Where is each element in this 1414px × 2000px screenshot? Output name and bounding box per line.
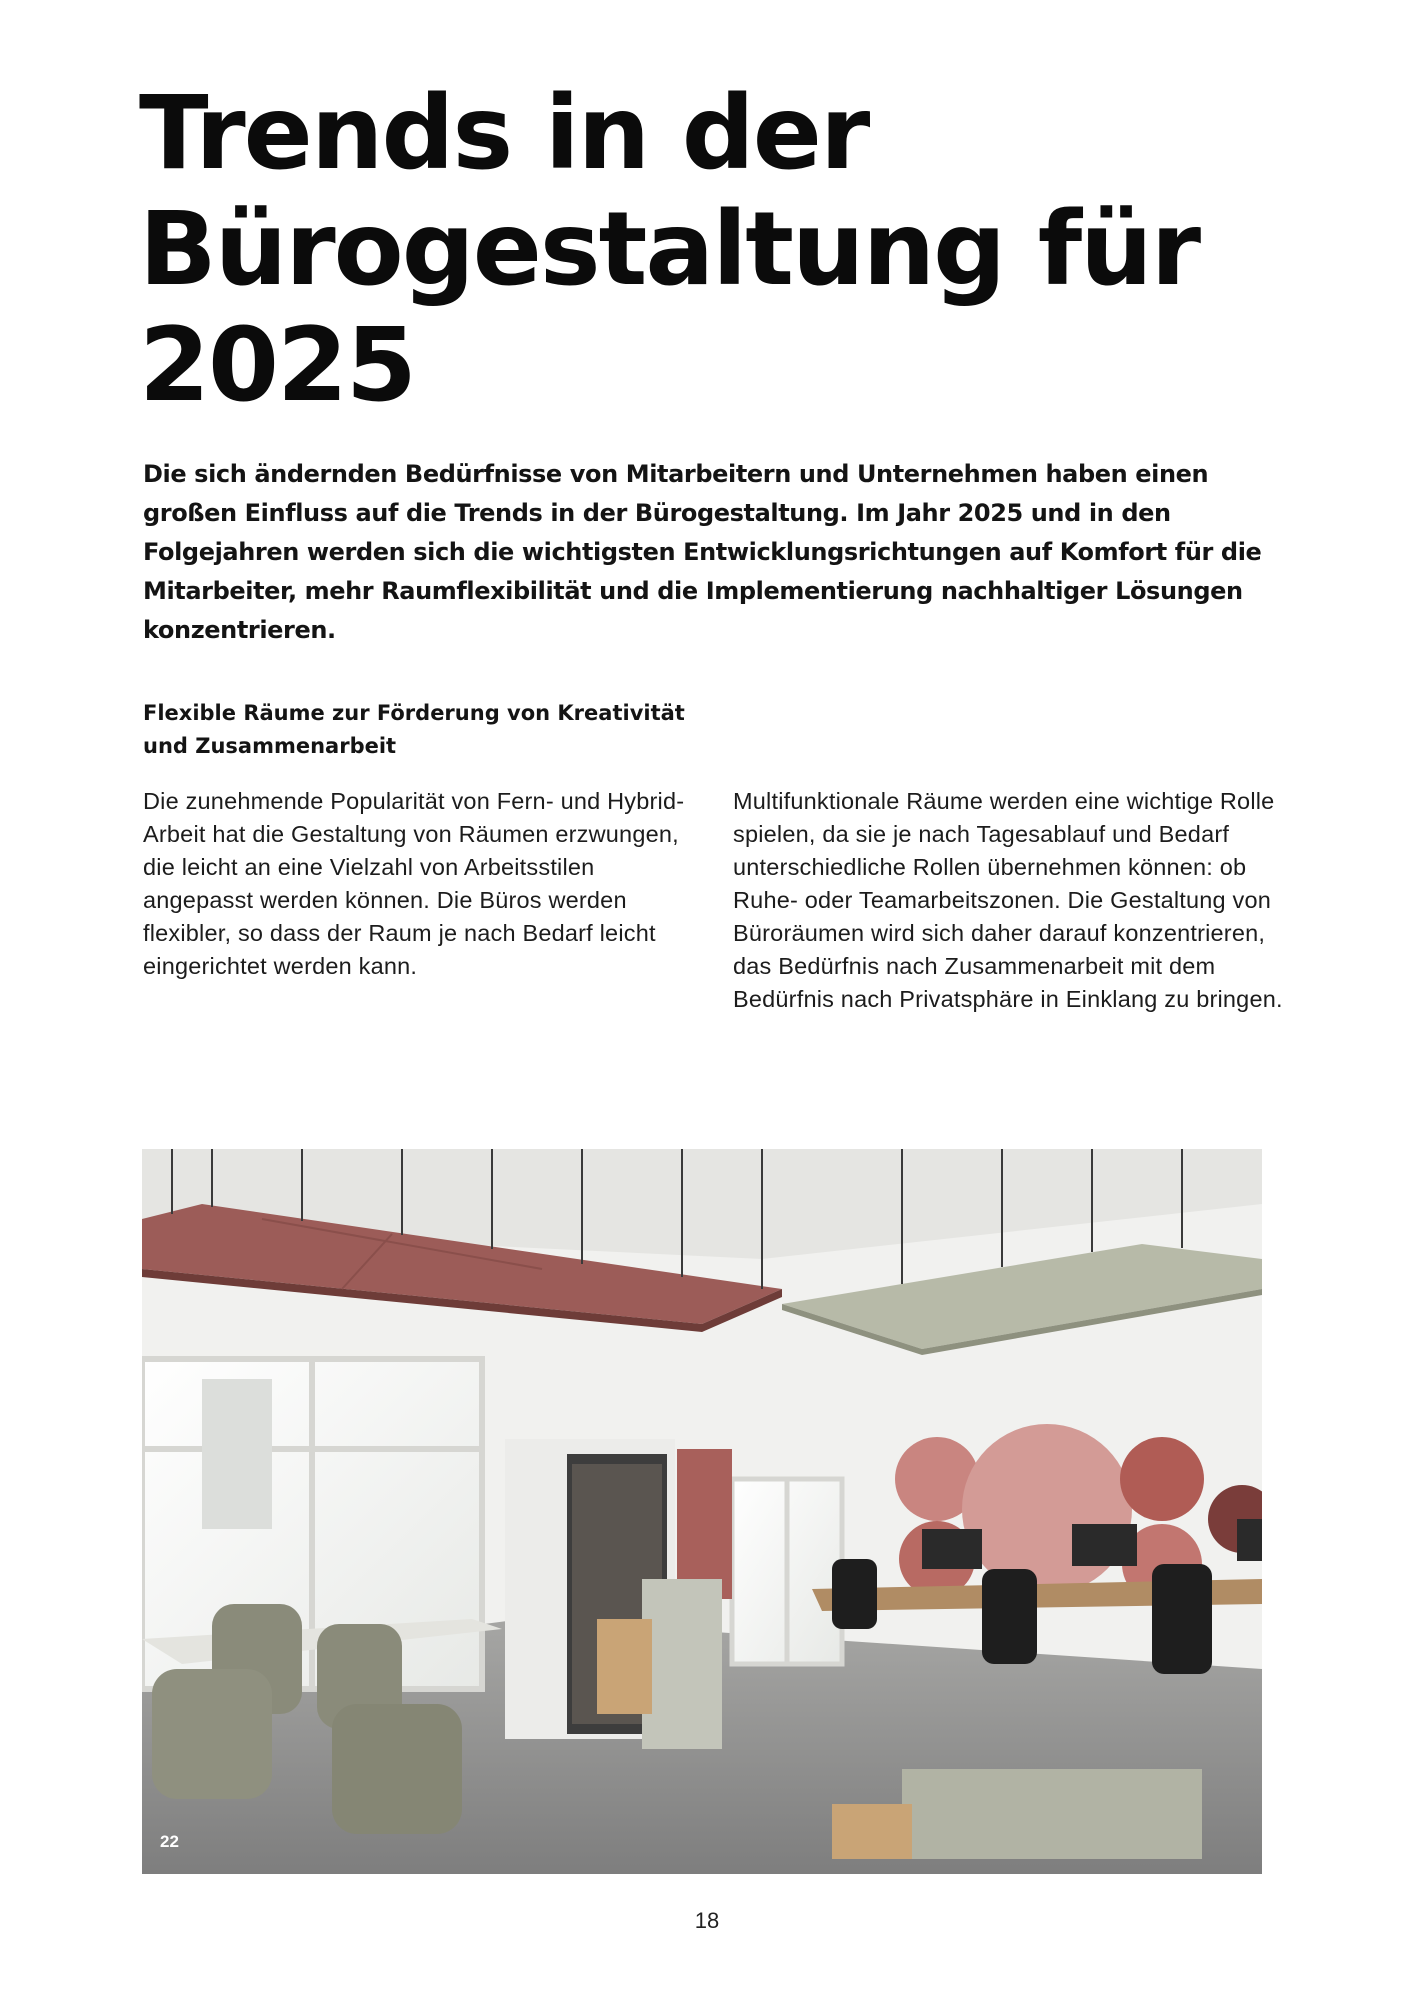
section-heading: Flexible Räume zur Förderung von Kreativität und Zusammenarbeit: [143, 701, 685, 758]
body-column-right: Multifunktionale Räume werden eine wichtige Rolle spielen, da sie je nach Tagesablauf und Bedarf unterschiedliche Rollen übernehmen können: ob Ruhe- oder Teamarbeitszonen. Die Gestaltung von Büroräumen wird sich daher darauf konzentrieren, das Bedürfnis nach Zusammenarbeit mit dem Bedürfnis nach Privatsphäre in Einklang zu bringen.: [733, 788, 1283, 1012]
photo-page-label: 22: [160, 1832, 179, 1851]
lead-paragraph: Die sich ändernden Bedürfnisse von Mitarbeitern und Unternehmen haben einen großen Einfluss auf die Trends in der Bürogestaltung. Im Jahr 2025 und in den Folgejahren werden sich die wichtigsten Entwicklungsrichtungen auf Komfort für die Mitarbeiter, mehr Raumflexibilität und die Implementierung nachhaltiger Lösungen konzentrieren.: [143, 460, 1262, 644]
office-photo: [142, 1149, 1262, 1874]
body-column-left: Die zunehmende Popularität von Fern- und Hybrid-Arbeit hat die Gestaltung von Räumen erzwungen, die leicht an eine Vielzahl von Arbeitsstilen angepasst werden können. Die Büros werden flexibler, so dass der Raum je nach Bedarf leicht eingerichtet werden kann.: [143, 788, 685, 979]
page-number: 18: [694, 1908, 720, 1933]
page-title: Trends in der Bürogestaltung für 2025: [139, 74, 1200, 425]
office-illustration: [142, 1149, 1262, 1874]
